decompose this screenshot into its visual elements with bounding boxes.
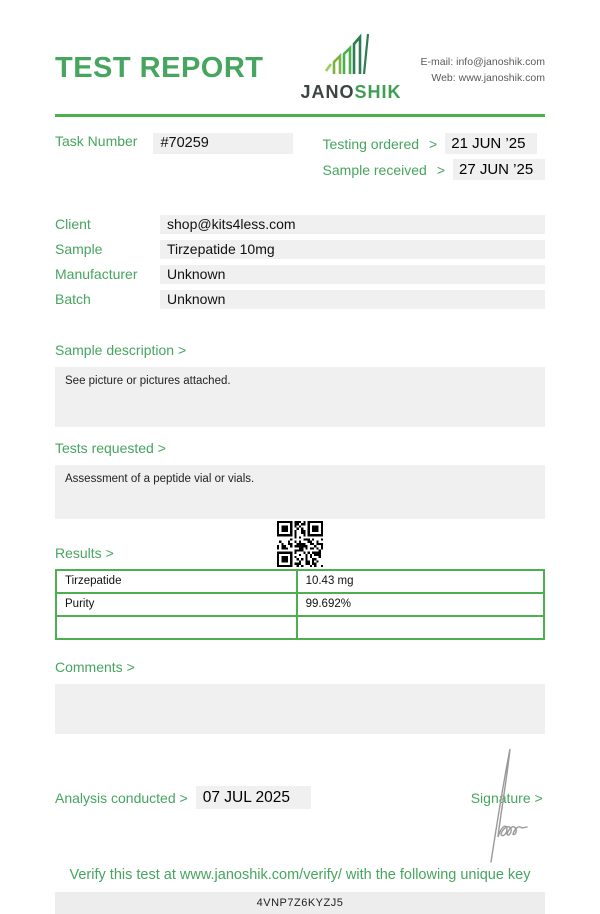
contact-block [421, 54, 545, 87]
client-value: shop@kits4less.com [160, 215, 545, 234]
batch-value: Unknown [160, 290, 545, 309]
result-value-cell: 99.692% [305, 598, 351, 610]
email-label: E-mail: [420, 56, 454, 68]
results-table [55, 569, 545, 640]
web-label: Web: [431, 72, 456, 85]
results-section [55, 519, 545, 640]
signature-image [469, 744, 531, 869]
client-label: Client [55, 216, 91, 232]
comments-section [55, 659, 545, 734]
logo-wordmark [301, 82, 402, 103]
result-value-cell: 10.43 mg [305, 575, 354, 587]
report-header [55, 28, 545, 103]
results-header [55, 519, 545, 565]
client-row [55, 215, 545, 234]
analysis-signature-row [55, 786, 545, 809]
sample-received-value: 27 JUN ’25 [453, 159, 545, 180]
sample-description-heading: Sample description > [55, 342, 187, 358]
qr-code [277, 521, 323, 567]
task-dates-row [55, 133, 545, 180]
table-row [57, 571, 543, 592]
chevron-separator: > [429, 135, 438, 152]
table-row [57, 615, 543, 638]
sample-received-row [323, 159, 545, 180]
tests-requested-section [55, 440, 545, 519]
unique-key-field: 4VNP7Z6KYZJ5 [55, 892, 545, 914]
analysis-conducted-label: Analysis conducted > [55, 789, 188, 806]
chevron-separator: > [436, 161, 445, 178]
batch-label: Batch [55, 291, 91, 307]
verify-footer [55, 867, 545, 914]
email-value: info@janoshik.com [456, 56, 545, 68]
info-fields [55, 215, 545, 309]
header-divider [55, 114, 545, 117]
testing-ordered-value: 21 JUN ’25 [445, 133, 537, 154]
result-name-cell: Purity [57, 594, 298, 615]
sample-description-body: See picture or pictures attached. [55, 367, 545, 427]
comments-heading: Comments > [55, 659, 135, 675]
table-row [57, 592, 543, 615]
analysis-conducted-value: 07 JUL 2025 [196, 786, 311, 809]
task-number-value: #70259 [153, 133, 293, 154]
tests-requested-body: Assessment of a peptide vial or vials. [55, 465, 545, 519]
result-name-cell [57, 617, 298, 638]
logo-bars-icon [323, 63, 379, 80]
result-name-cell: Tirzepatide [57, 571, 298, 592]
signature-label: Signature > [470, 789, 543, 806]
sample-row [55, 240, 545, 259]
logo-wordmark-part2: SHIK [354, 82, 402, 102]
sample-received-label: Sample received [322, 161, 427, 178]
testing-ordered-label: Testing ordered [322, 135, 420, 152]
web-value: www.janoshik.com [458, 72, 545, 85]
dates-group [323, 133, 545, 180]
contact-web-line [421, 70, 545, 86]
manufacturer-label: Manufacturer [55, 266, 138, 282]
verify-text: Verify this test at www.janoshik.com/verify/ with the following unique key [69, 867, 531, 883]
comments-body [55, 684, 545, 734]
testing-ordered-row [323, 133, 545, 154]
task-number-group [55, 133, 293, 180]
task-number-label: Task Number [55, 133, 138, 149]
page-title: TEST REPORT [55, 52, 264, 84]
logo-wordmark-part1: JANO [300, 82, 355, 102]
sample-description-section [55, 342, 545, 427]
manufacturer-value: Unknown [160, 265, 545, 284]
result-value-cell [298, 617, 543, 638]
sample-label: Sample [55, 241, 103, 257]
tests-requested-heading: Tests requested > [55, 440, 166, 456]
manufacturer-row [55, 265, 545, 284]
sample-value: Tirzepatide 10mg [160, 240, 545, 259]
batch-row [55, 290, 545, 309]
janoshik-logo [301, 32, 402, 103]
contact-email-line [421, 54, 545, 70]
results-heading: Results > [55, 545, 114, 561]
